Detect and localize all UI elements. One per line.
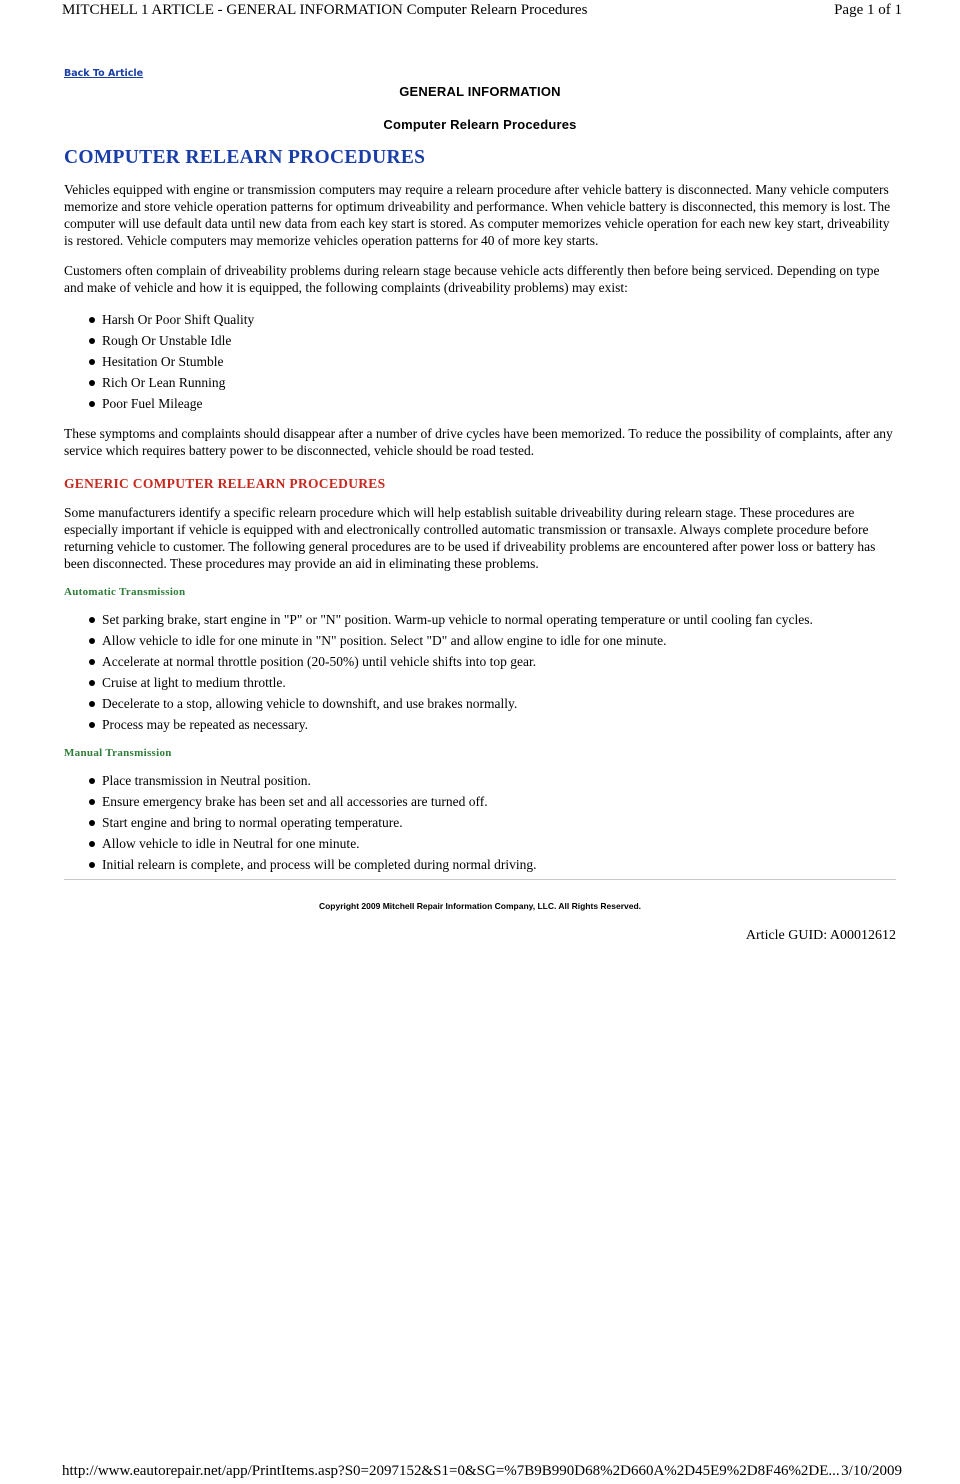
- article-guid: Article GUID: A00012612: [745, 928, 896, 943]
- automatic-transmission-heading: Automatic Transmission: [64, 586, 186, 598]
- list-item: Hesitation Or Stumble: [64, 353, 896, 370]
- main-heading: COMPUTER RELEARN PROCEDURES: [64, 147, 426, 168]
- divider: [64, 879, 896, 880]
- list-item: Place transmission in Neutral position.: [64, 772, 896, 789]
- list-item: Harsh Or Poor Shift Quality: [64, 311, 896, 328]
- manual-steps-list: [64, 772, 896, 873]
- generic-procedures-paragraph: Some manufacturers identify a specific relearn procedure which will help establish suitable driveability during relearn stage. These procedures are especially important if vehicle is equipped with and electronically controlled automatic transmission or transaxle. Always complete procedure before returning vehicle to customer. The following general procedures are to be used if driveability problems are encountered after power loss or battery has been disconnected. These procedures may provide an aid in eliminating these problems.: [64, 505, 876, 571]
- general-information-title: GENERAL INFORMATION: [399, 84, 561, 99]
- symptoms-paragraph: These symptoms and complaints should disappear after a number of drive cycles have been memorized. To reduce the possibility of complaints, after any service which requires battery power to be disconnected, vehicle should be road tested.: [64, 426, 893, 458]
- list-item: Rich Or Lean Running: [64, 374, 896, 391]
- print-header-page: Page 1 of 1: [834, 2, 902, 18]
- list-item: Poor Fuel Mileage: [64, 395, 896, 412]
- automatic-steps-list: [64, 611, 896, 733]
- list-item: Rough Or Unstable Idle: [64, 332, 896, 349]
- list-item: Ensure emergency brake has been set and all accessories are turned off.: [64, 793, 896, 810]
- list-item: Allow vehicle to idle in Neutral for one minute.: [64, 835, 896, 852]
- complaints-list: [64, 311, 896, 412]
- list-item: Set parking brake, start engine in "P" or "N" position. Warm-up vehicle to normal operating temperature or until cooling fan cycles.: [64, 611, 896, 628]
- list-item: Initial relearn is complete, and process will be completed during normal driving.: [64, 856, 896, 873]
- list-item: Process may be repeated as necessary.: [64, 716, 896, 733]
- list-item: Decelerate to a stop, allowing vehicle to downshift, and use brakes normally.: [64, 695, 896, 712]
- intro-paragraph-1: Vehicles equipped with engine or transmission computers may require a relearn procedure after vehicle battery is disconnected. Many vehicle computers memorize and store vehicle operation patterns for optimum driveability and performance. When vehicle battery is disconnected, this memory is lost. The computer will use default data until new data from each key start is stored. As computer memorizes vehicle operation for each new key start, driveability is restored. Vehicle computers may memorize vehicles operation patterns for 40 of more key starts.: [64, 182, 891, 248]
- list-item: Accelerate at normal throttle position (20-50%) until vehicle shifts into top gear.: [64, 653, 896, 670]
- list-item: Allow vehicle to idle for one minute in "N" position. Select "D" and allow engine to idle for one minute.: [64, 632, 896, 649]
- manual-transmission-heading: Manual Transmission: [64, 747, 172, 759]
- copyright-notice: Copyright 2009 Mitchell Repair Information Company, LLC. All Rights Reserved.: [318, 901, 642, 911]
- print-footer-date: 3/10/2009: [841, 1463, 902, 1479]
- article-subtitle: Computer Relearn Procedures: [383, 117, 577, 132]
- back-to-article-link[interactable]: Back To Article: [64, 68, 144, 79]
- list-item: Start engine and bring to normal operating temperature.: [64, 814, 896, 831]
- article-content: [64, 68, 896, 944]
- intro-paragraph-2: Customers often complain of driveability problems during relearn stage because vehicle acts differently then before being serviced. Depending on type and make of vehicle and how it is equipped, the following complaints (driveability problems) may exist:: [64, 263, 880, 295]
- print-header-title: MITCHELL 1 ARTICLE - GENERAL INFORMATION Computer Relearn Procedures: [62, 2, 588, 18]
- list-item: Cruise at light to medium throttle.: [64, 674, 896, 691]
- generic-procedures-heading: GENERIC COMPUTER RELEARN PROCEDURES: [64, 476, 386, 491]
- print-footer-url: http://www.eautorepair.net/app/PrintItems.asp?S0=2097152&S1=0&SG=%7B9B990D68%2D660A%2D45E9%2D8F46%2DE...: [62, 1463, 840, 1479]
